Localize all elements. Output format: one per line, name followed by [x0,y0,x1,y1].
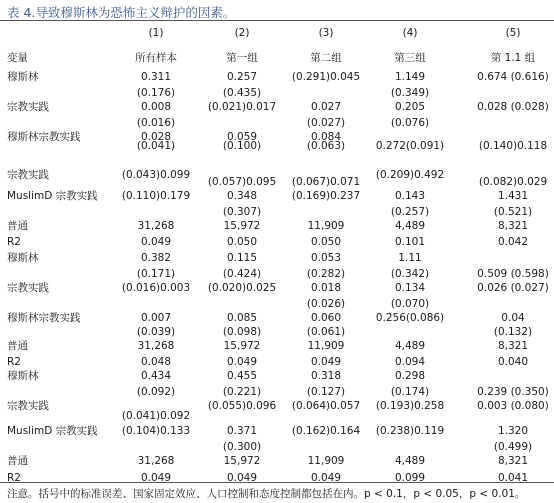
table-cell: 11,909 [307,340,345,352]
column-header: 第二组 [310,52,342,64]
table-cell: (0.070) [390,298,430,310]
table-cell: (0.221) [222,386,262,398]
table-cell: (0.021)0.017 [207,101,277,113]
table-cell: 4,489 [394,340,426,352]
table-cell: 31,268 [137,220,175,232]
row-label: 普通 [7,340,28,352]
table-cell: 0.143 [394,190,426,202]
row-label: 穆斯林 [7,252,39,264]
table-cell: (0.098) [222,326,262,338]
table-cell: 0.048 [140,356,172,368]
table-cell: 0.049 [226,472,258,484]
row-label: 宗教实践 [7,101,49,113]
table-cell: 0.134 [394,282,426,294]
table-cell: (0.076) [390,117,430,129]
table-cell: 0.007 [140,312,172,324]
table-cell: (0.057)0.095 [207,176,277,188]
table-cell: (0.193)0.258 [375,400,445,412]
table-cell: 0.042 [497,236,529,248]
bottom-rule [0,482,554,483]
table-cell: 4,489 [394,455,426,467]
table-cell: 8,321 [497,220,529,232]
table-cell: 0.099 [394,472,426,484]
table-cell: (0.257) [390,206,430,218]
table-cell: (0.082)0.029 [478,176,548,188]
table-cell: 4,489 [394,220,426,232]
row-label: R2 [7,356,21,368]
table-cell: 0.053 [310,252,342,264]
table-cell: (0.016)0.003 [121,282,191,294]
table-cell: (0.026) [306,298,346,310]
row-label: 穆斯林 [7,71,39,83]
table-cell: 0.434 [140,370,172,382]
table-cell: (0.342) [390,268,430,280]
table-cell: (0.055)0.096 [207,400,277,412]
table-cell: (0.064)0.057 [291,400,361,412]
row-label: MuslimD 宗教实践 [7,190,98,202]
row-label: 穆斯林宗教实践 [7,312,81,324]
row-label: 宗教实践 [7,169,49,181]
table-cell: (0.067)0.071 [291,176,361,188]
column-number: (4) [402,27,418,39]
table-cell: 31,268 [137,455,175,467]
table-cell: (0.176) [136,87,176,99]
table-cell: 0.026 (0.027) [477,282,549,294]
table-cell: 0.298 [394,370,426,382]
table-cell: (0.104)0.133 [121,425,191,437]
table-cell: 0.059 [226,131,258,143]
table-cell: 0.049 [310,472,342,484]
table-cell: 0.027 [310,101,342,113]
table-cell: (0.174) [390,386,430,398]
column-number: (3) [318,27,334,39]
table-cell: 0.674 (0.616) [477,71,549,83]
column-number: (2) [234,27,250,39]
table-cell: (0.171) [136,268,176,280]
table-cell: 0.050 [310,236,342,248]
table-cell: (0.041)0.092 [121,410,191,422]
header-variable: 变量 [7,52,28,64]
table-cell: (0.063) [306,140,346,152]
table-cell: (0.061) [306,326,346,338]
table-cell: (0.349) [390,87,430,99]
table-cell: (0.209)0.492 [375,169,445,181]
table-cell: 8,321 [497,455,529,467]
table-cell: (0.162)0.164 [291,425,361,437]
table-cell: 8,321 [497,340,529,352]
column-header: 第一组 [226,52,258,64]
row-label: R2 [7,236,21,248]
table-cell: 0.049 [140,236,172,248]
table-cell: 0.008 [140,101,172,113]
table-cell: (0.020)0.025 [207,282,277,294]
table-note: 注意。括号中的标准误差、国家固定效应、人口控制和态度控制都包括在内。p < 0.1，p < 0.05，p < 0.01。 [7,488,526,500]
table-cell: (0.027) [306,117,346,129]
table-cell: (0.132) [493,326,533,338]
table-cell: 0.050 [226,236,258,248]
column-header: 第三组 [394,52,426,64]
top-rule [0,20,554,21]
table-cell: 0.272(0.091) [375,140,445,152]
table-cell: 0.040 [497,356,529,368]
table-cell: 15,972 [223,220,261,232]
table-cell: (0.043)0.099 [121,169,191,181]
row-label: 宗教实践 [7,400,49,412]
table-cell: 31,268 [137,340,175,352]
table-cell: 0.085 [226,312,258,324]
column-number: (5) [505,27,521,39]
table-cell: (0.238)0.119 [375,425,445,437]
table-cell: (0.100) [222,140,262,152]
table-cell: (0.127) [306,386,346,398]
table-cell: 0.382 [140,252,172,264]
table-cell: 0.239 (0.350) [477,386,549,398]
row-label: 穆斯林 [7,370,39,382]
table-cell: 1.11 [398,252,422,264]
column-number: (1) [148,27,164,39]
table-cell: 0.018 [310,282,342,294]
table-cell: 0.257 [226,71,258,83]
table-cell: (0.016) [136,117,176,129]
table-cell: 1.149 [394,71,426,83]
table-cell: (0.092) [136,386,176,398]
table-cell: (0.291)0.045 [291,71,361,83]
table-cell: 0.311 [140,71,172,83]
table-cell: 1.431 [497,190,529,202]
table-cell: (0.110)0.179 [121,190,191,202]
table-cell: (0.300) [222,441,262,453]
table-cell: 0.028 (0.028) [477,101,549,113]
table-cell: 11,909 [307,220,345,232]
table-cell: 0.509 (0.598) [477,268,549,280]
row-label: 宗教实践 [7,282,49,294]
row-label: 穆斯林宗教实践 [7,131,81,143]
row-label: R2 [7,472,21,484]
table-cell: 0.084 [310,131,342,143]
table-cell: 0.049 [310,356,342,368]
table-cell: 0.318 [310,370,342,382]
table-cell: 0.115 [226,252,258,264]
table-cell: 0.205 [394,101,426,113]
table-cell: (0.282) [306,268,346,280]
table-cell: (0.041) [136,140,176,152]
table-cell: 15,972 [223,455,261,467]
table-cell: 0.049 [140,472,172,484]
table-cell: (0.499) [493,441,533,453]
table-cell: 0.455 [226,370,258,382]
table-cell: 0.101 [394,236,426,248]
column-header: 所有样本 [135,52,177,64]
row-label: MuslimD 宗教实践 [7,425,98,437]
table-cell: 0.094 [394,356,426,368]
table-cell: 0.348 [226,190,258,202]
table-cell: 15,972 [223,340,261,352]
table-cell: (0.140)0.118 [478,140,548,152]
row-label: 普通 [7,455,28,467]
table-cell: 0.256(0.086) [375,312,445,324]
table-cell: 0.060 [310,312,342,324]
column-header: 第 1.1 组 [490,52,536,64]
table-cell: (0.039) [136,326,176,338]
table-cell: (0.169)0.237 [291,190,361,202]
table-cell: 0.04 [501,312,525,324]
table-cell: 0.041 [497,472,529,484]
table-cell: (0.307) [222,206,262,218]
table-cell: 0.371 [226,425,258,437]
table-cell: 1.320 [497,425,529,437]
table-cell: 0.003 (0.080) [477,400,549,412]
table-cell: 0.049 [226,356,258,368]
table-cell: 11,909 [307,455,345,467]
table-title: 表 4.导致穆斯林为恐怖主义辩护的因素。 [7,5,236,20]
table-cell: (0.424) [222,268,262,280]
row-label: 普通 [7,220,28,232]
table-cell: (0.435) [222,87,262,99]
table-cell: (0.521) [493,206,533,218]
table-cell: 0.028 [140,131,172,143]
